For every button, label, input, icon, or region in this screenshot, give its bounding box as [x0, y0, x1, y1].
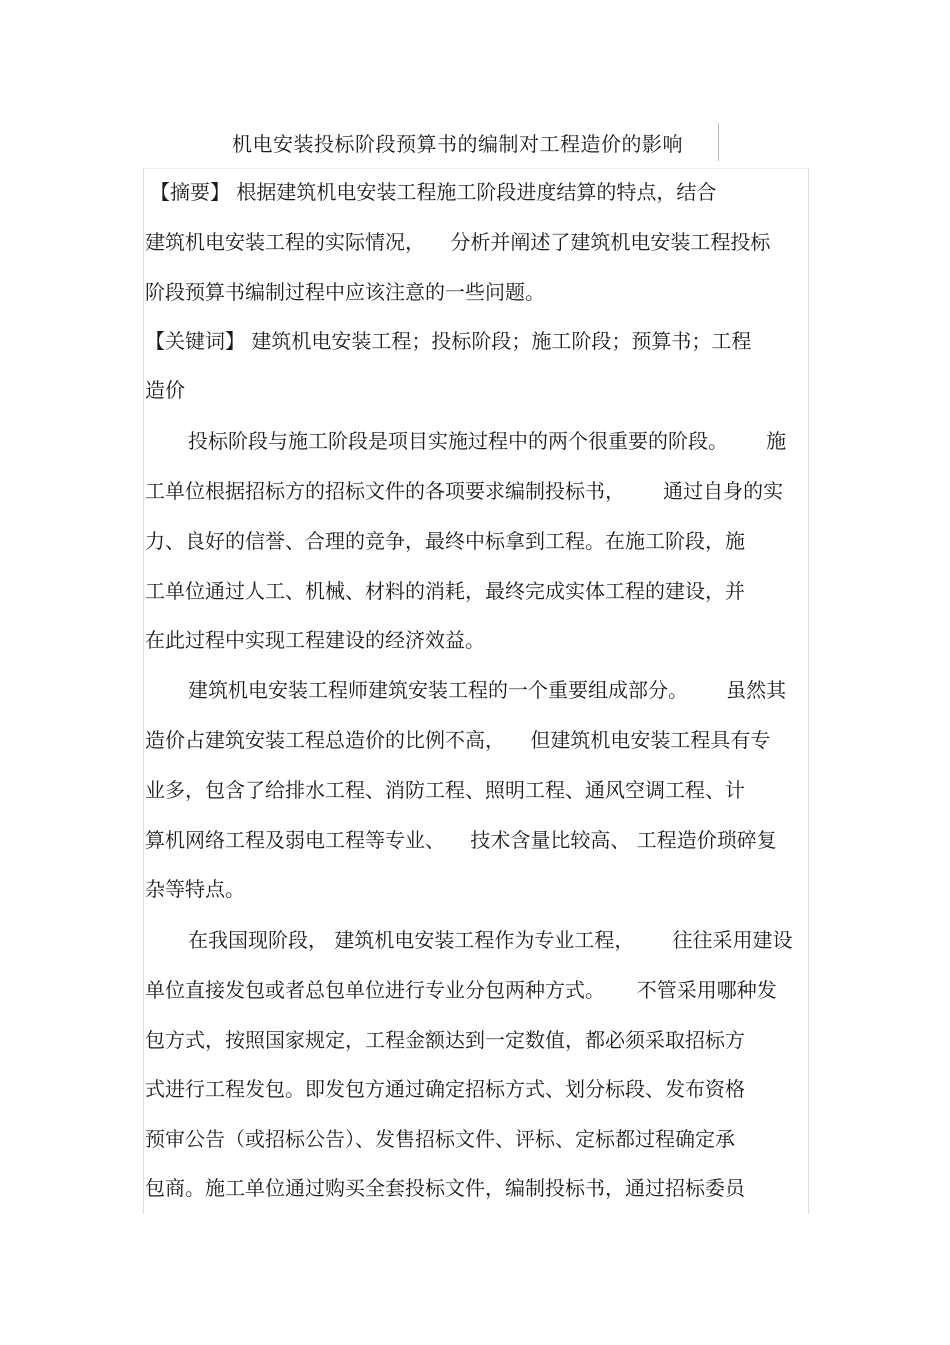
paragraph-line: 建筑机电安装工程师建筑安装工程的一个重要组成部分。 虽然其 [188, 678, 787, 702]
paragraph-line: 工单位根据招标方的招标文件的各项要求编制投标书， 通过自身的实 [145, 479, 784, 503]
paragraph-line: 在此过程中实现工程建设的经济效益。 [145, 628, 485, 652]
paragraph-line: 在我国现阶段， 建筑机电安装工程作为专业工程， 往往采用建设 [188, 928, 793, 952]
paragraph-line: 力、良好的信誉、合理的竞争，最终中标拿到工程。在施工阶段，施 [145, 529, 745, 553]
paragraph-line: 式进行工程发包。即发包方通过确定招标方式、划分标段、发布资格 [145, 1077, 745, 1101]
paragraph-line: 包方式，按照国家规定，工程金额达到一定数值，都必须采取招标方 [145, 1028, 745, 1052]
paragraph-line: 单位直接发包或者总包单位进行专业分包两种方式。 不管采用哪种发 [145, 978, 777, 1002]
paragraph-line: 杂等特点。 [145, 877, 245, 901]
paragraph-line: 预审公告（或招标公告）、发售招标文件、评标、定标都过程确定承 [145, 1127, 735, 1151]
keywords-line: 造价 [145, 378, 185, 402]
document-title: 机电安装投标阶段预算书的编制对工程造价的影响 [232, 132, 683, 156]
paragraph-line: 算机网络工程及弱电工程等专业、 技术含量比较高、 工程造价琐碎复 [145, 828, 777, 852]
paragraph-line: 包商。施工单位通过购买全套投标文件，编制投标书，通过招标委员 [145, 1176, 745, 1200]
abstract-line: 【摘要】 根据建筑机电安装工程施工阶段进度结算的特点，结合 [150, 180, 717, 204]
paragraph-line: 业多，包含了给排水工程、消防工程、照明工程、通风空调工程、计 [145, 778, 745, 802]
keywords-line: 【关键词】 建筑机电安装工程；投标阶段；施工阶段；预算书；工程 [145, 329, 752, 353]
paragraph-line: 投标阶段与施工阶段是项目实施过程中的两个很重要的阶段。 施 [188, 429, 787, 453]
abstract-line: 建筑机电安装工程的实际情况， 分析并阐述了建筑机电安装工程投标 [145, 230, 771, 254]
paragraph-line: 造价占建筑安装工程总造价的比例不高， 但建筑机电安装工程具有专 [145, 728, 771, 752]
abstract-line: 阶段预算书编制过程中应该注意的一些问题。 [145, 280, 545, 304]
title-divider [718, 123, 719, 161]
paragraph-line: 工单位通过人工、机械、材料的消耗，最终完成实体工程的建设，并 [145, 579, 745, 603]
